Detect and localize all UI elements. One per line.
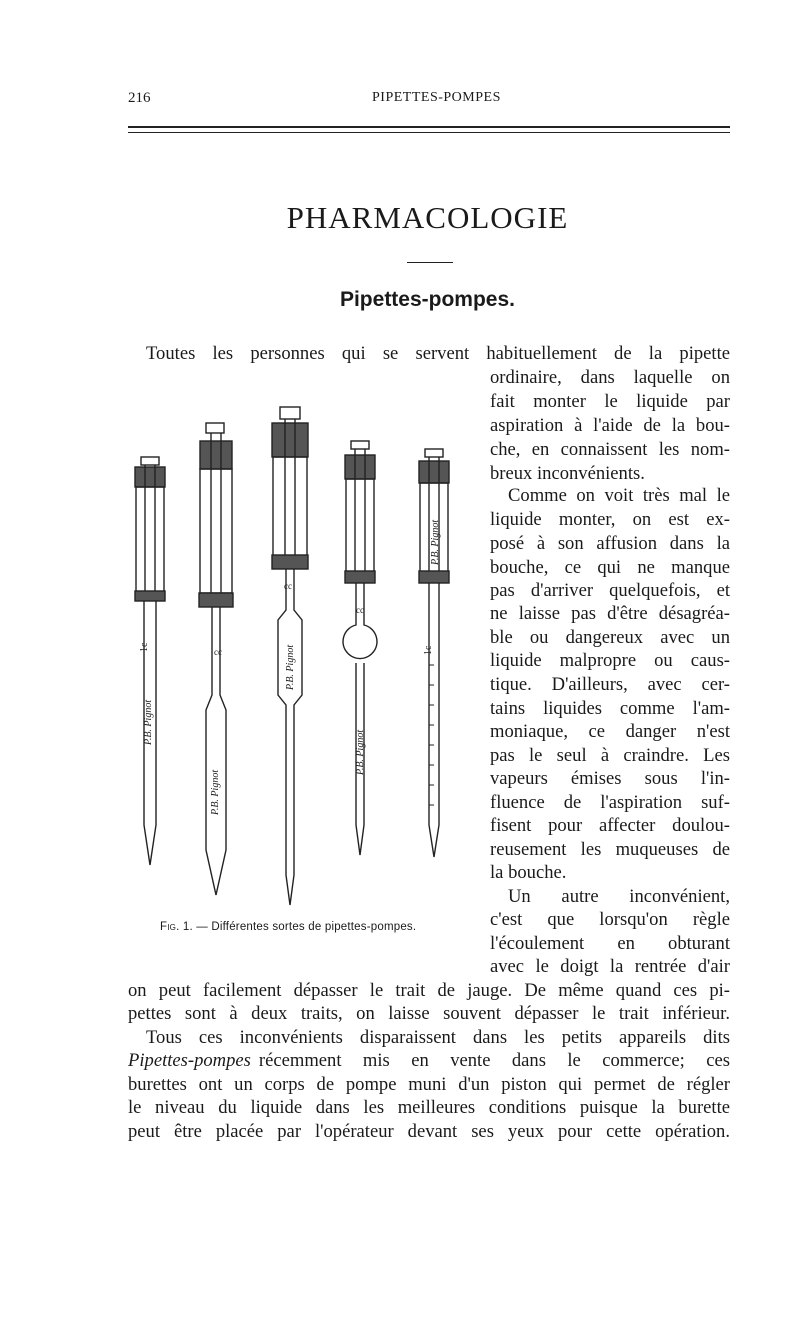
pipette-mark: cc (214, 647, 222, 657)
header-rule (128, 126, 730, 128)
figure-caption (160, 921, 416, 933)
text-line: peut être placée par l'opérateur devant ses yeux pour cette opération. (128, 1121, 730, 1142)
pipette-2 (199, 423, 233, 895)
text-line: Un autre inconvénient, (508, 886, 730, 907)
text-line: on peut facilement dépasser le trait de jauge. De même quand ces pi- (128, 980, 730, 1001)
maker-mark: P.B. Pignot (430, 519, 441, 565)
text-line: bouche, ce qui ne manque (490, 557, 730, 578)
text-line: reusement les muqueuses de (490, 839, 730, 860)
title-divider (407, 262, 453, 263)
text-line: récemment mis en vente dans le commerce; ces (258, 1050, 730, 1071)
pipette-4 (343, 441, 377, 855)
text-line-with-term (128, 1050, 730, 1072)
maker-mark: P.B. Pignot (143, 699, 154, 745)
graduation-ticks (429, 665, 434, 805)
text-line: c'est que lorsqu'on règle (490, 909, 730, 930)
figure-caption-text: — Différentes sortes de pipettes-pompes. (196, 921, 417, 933)
text-line: che, en connaissent les nom- (490, 439, 730, 460)
pipette-mark: cc (284, 581, 292, 591)
text-line: pas le seul à craindre. Les (490, 745, 730, 766)
text-line: Comme on voit très mal le (508, 485, 730, 506)
text-line: moniaque, ce danger n'est (490, 721, 730, 742)
text-line: Tous ces inconvénients disparaissent dans les petits appareils dits (146, 1027, 730, 1048)
text-line: ne laisse pas d'être désagréa- (490, 603, 730, 624)
text-line: tique. D'ailleurs, avec cer- (490, 674, 730, 695)
text-line: vapeurs émises sous l'in- (490, 768, 730, 789)
text-line: l'écoulement en obturant (490, 933, 730, 954)
text-line: fluence de l'aspiration suf- (490, 792, 730, 813)
pipette-mark: cc (356, 605, 364, 615)
text-line: le niveau du liquide dans les meilleures conditions puisque la burette (128, 1097, 730, 1118)
pipette-mark: 1c (423, 645, 434, 655)
section-title: PHARMACOLOGIE (286, 200, 569, 235)
text-line: Toutes les personnes qui se servent habituellement de la pipette (146, 343, 730, 364)
maker-mark: P.B. Pignot (355, 729, 366, 775)
text-line: fait monter le liquide par (490, 391, 730, 412)
text-line: pas d'arriver quelquefois, et (490, 580, 730, 601)
text-line: pettes sont à deux traits, on laisse souvent dépasser le trait inférieur. (128, 1003, 730, 1024)
text-line: tains liquides comme l'am- (490, 698, 730, 719)
text-line: posé à son affusion dans la (490, 533, 730, 554)
text-line: liquide malpropre ou caus- (490, 650, 730, 671)
text-line: burettes ont un corps de pompe muni d'un piston qui permet de régler (128, 1074, 730, 1095)
figure-label: Fig. 1. (160, 921, 193, 933)
text-line: ordinaire, dans laquelle on (490, 367, 730, 388)
running-title: PIPETTES-POMPES (372, 90, 501, 105)
text-line: fisent pour affecter doulou- (490, 815, 730, 836)
header-rule-thin (128, 132, 730, 133)
article-title: Pipettes-pompes. (339, 288, 516, 311)
italic-term: Pipettes-pompes (128, 1050, 251, 1071)
maker-mark: P.B. Pignot (210, 769, 221, 815)
pipette-3 (272, 407, 308, 905)
text-line: la bouche. (490, 862, 567, 883)
text-line: liquide monter, on est ex- (490, 509, 730, 530)
pipette-1 (135, 457, 165, 865)
text-line: breux inconvénients. (490, 463, 645, 484)
pipette-5 (419, 449, 449, 857)
text-line: aspiration à l'aide de la bou- (490, 415, 730, 436)
text-line: avec le doigt la rentrée d'air (490, 956, 730, 977)
pipettes-illustration (120, 395, 460, 915)
page-number: 216 (128, 90, 151, 106)
pipette-mark: 1c (139, 642, 150, 652)
text-line: ble ou dangereux avec un (490, 627, 730, 648)
maker-mark: P.B. Pignot (285, 644, 296, 690)
